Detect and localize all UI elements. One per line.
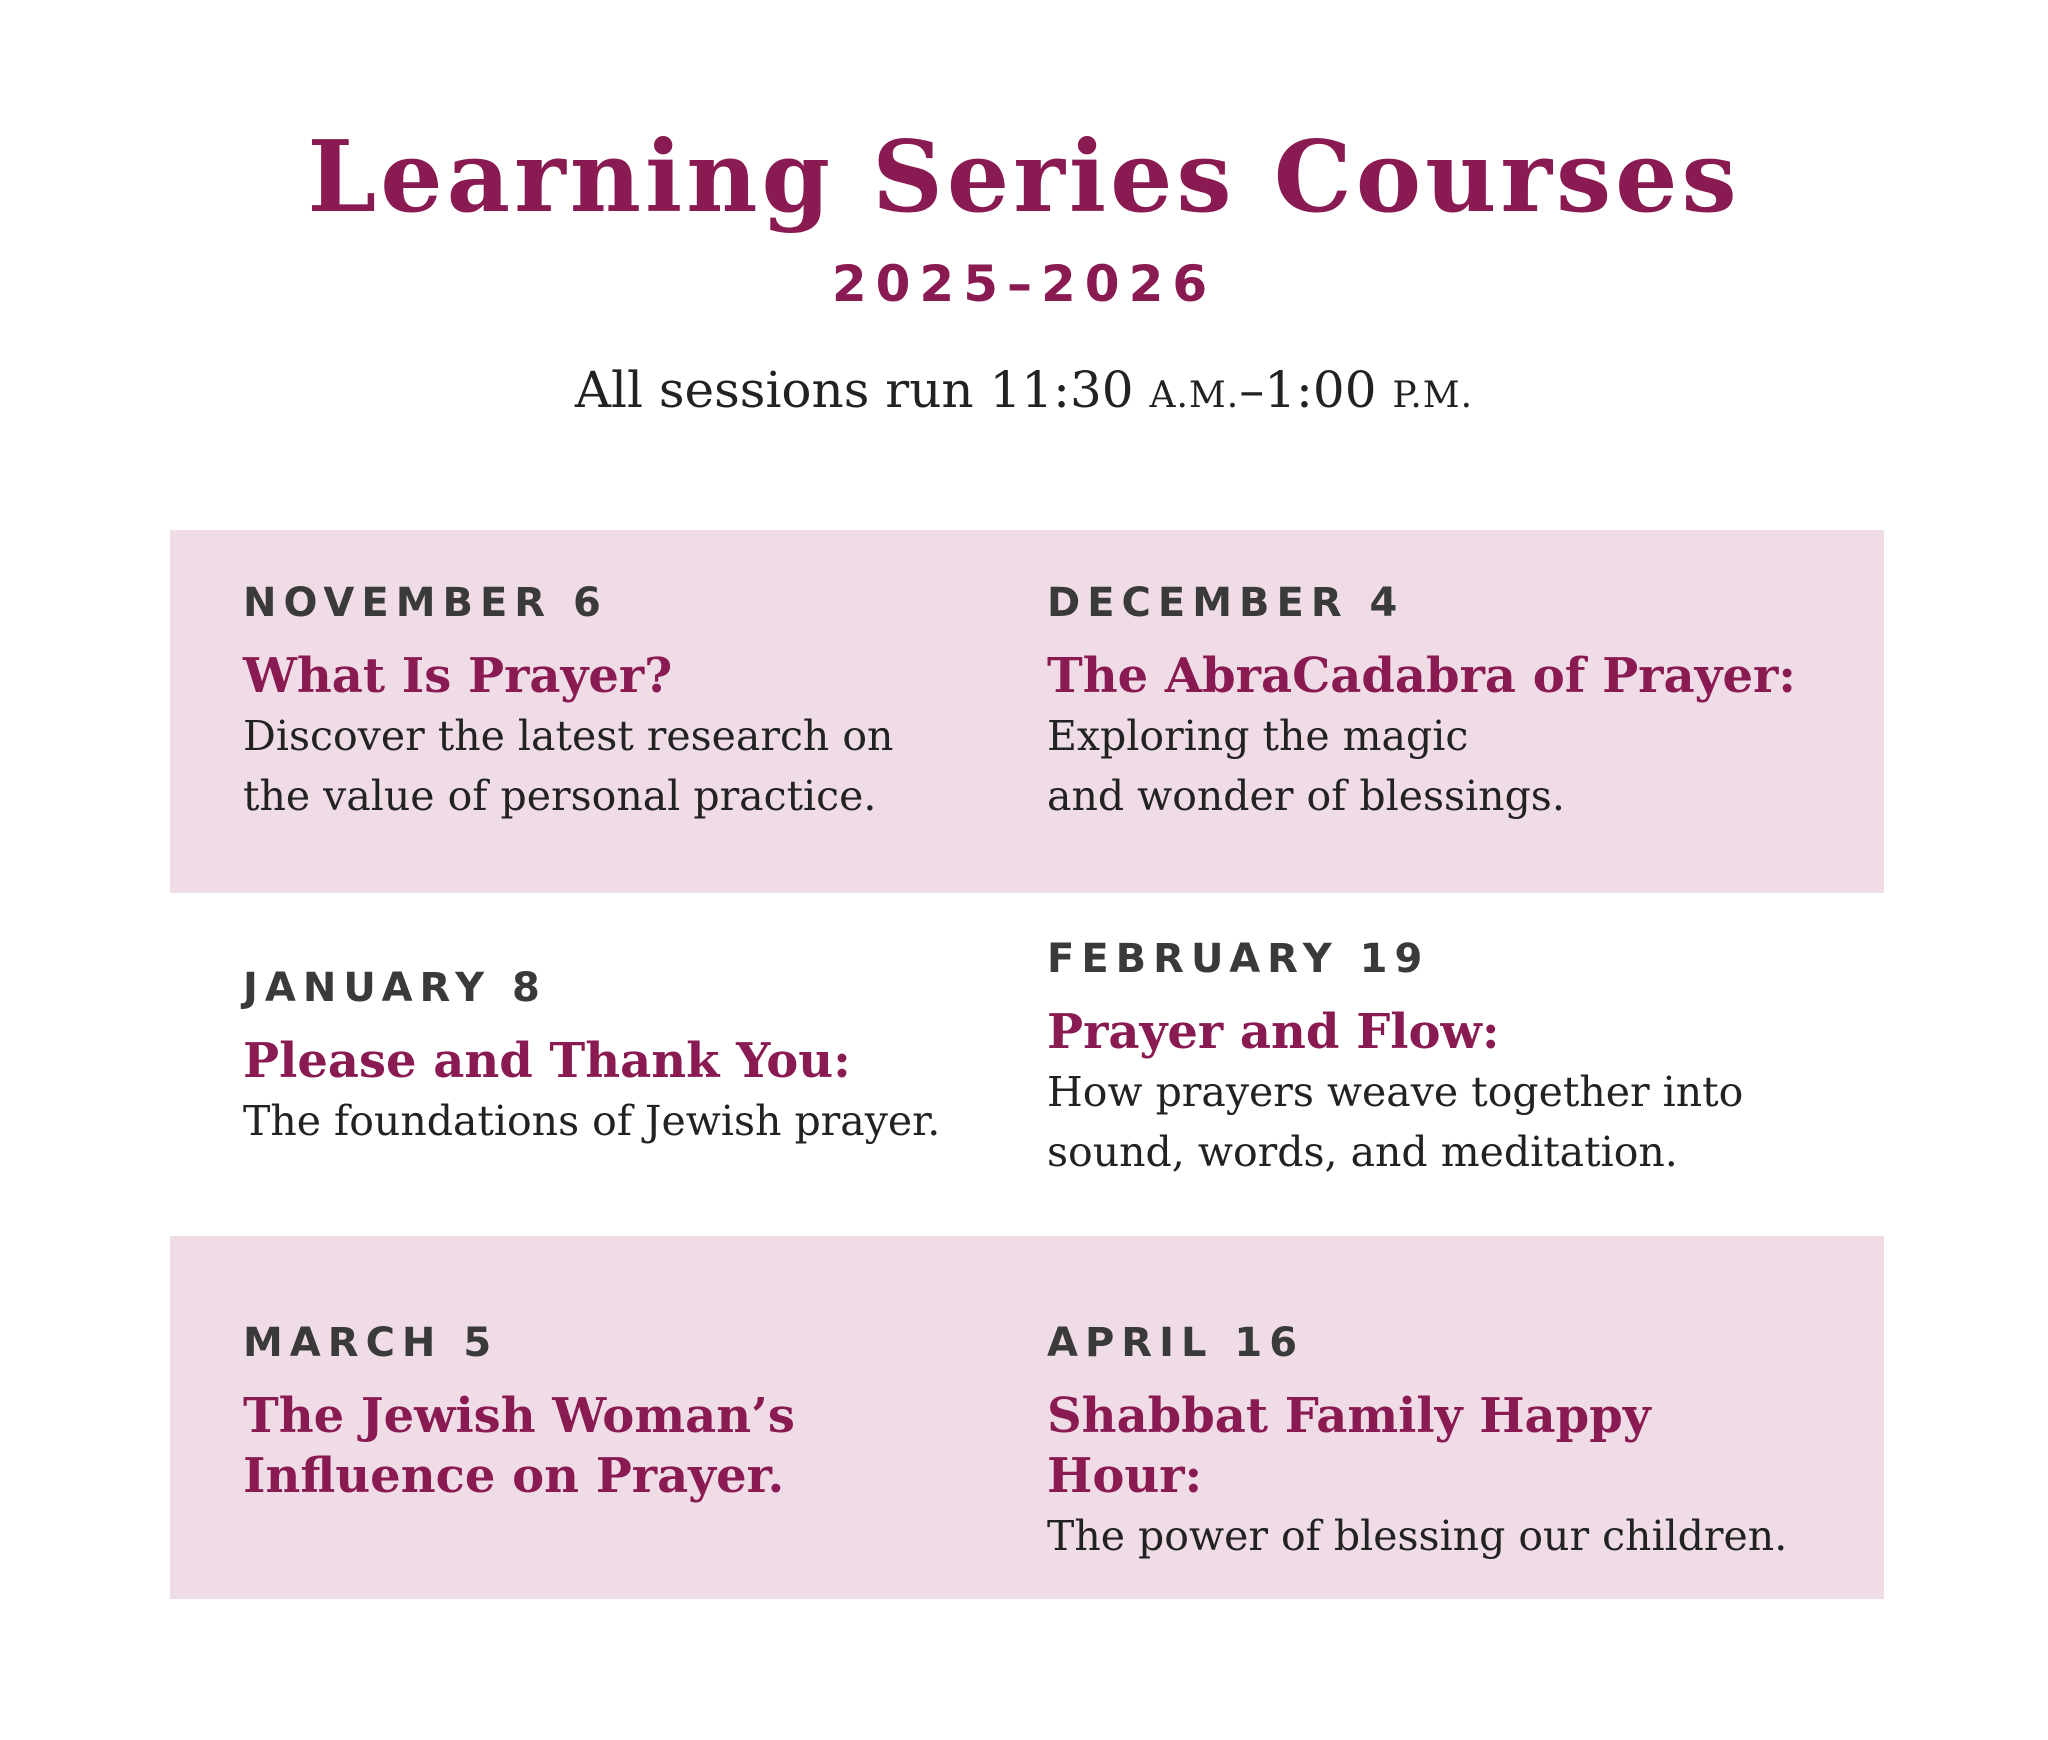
course-date: APRIL 16 <box>1047 1320 1305 1366</box>
session-time-prefix: All sessions run 11:30 <box>574 361 1150 419</box>
course-date: FEBRUARY 19 <box>1047 936 1430 982</box>
course-title: The Jewish Woman’s Influence on Prayer. <box>243 1388 795 1504</box>
course-description: The foundations of Jewish prayer. <box>243 1097 941 1145</box>
page-title: Learning Series Courses <box>307 120 1741 235</box>
course-title: Prayer and Flow: <box>1047 1004 1500 1060</box>
course-description: Exploring the magic and wonder of blessings. <box>1047 712 1565 820</box>
course-march <box>243 1318 1003 1506</box>
course-description: How prayers weave together into sound, words, and meditation. <box>1047 1068 1744 1176</box>
course-date: MARCH 5 <box>243 1320 499 1366</box>
course-april <box>1047 1318 1807 1566</box>
session-time-dash: –1:00 <box>1239 361 1393 419</box>
session-time-am: A.M. <box>1149 375 1240 416</box>
course-december <box>1047 578 1807 826</box>
course-description: Discover the latest research on the value of personal practice. <box>243 712 894 820</box>
course-title: The AbraCadabra of Prayer: <box>1047 648 1796 704</box>
session-time-pm: P.M. <box>1392 375 1474 416</box>
course-title: Shabbat Family Happy Hour: <box>1047 1388 1651 1504</box>
session-time <box>0 358 2048 428</box>
course-date: NOVEMBER 6 <box>243 580 608 626</box>
course-january <box>243 963 1003 1151</box>
school-year: 2025–2026 <box>831 255 1217 313</box>
course-february <box>1047 934 1807 1182</box>
course-description: The power of blessing our children. <box>1047 1512 1788 1560</box>
course-date: DECEMBER 4 <box>1047 580 1405 626</box>
course-title: Please and Thank You: <box>243 1033 851 1089</box>
course-date: JANUARY 8 <box>243 965 547 1011</box>
course-title: What Is Prayer? <box>243 648 673 704</box>
course-november <box>243 578 1003 826</box>
